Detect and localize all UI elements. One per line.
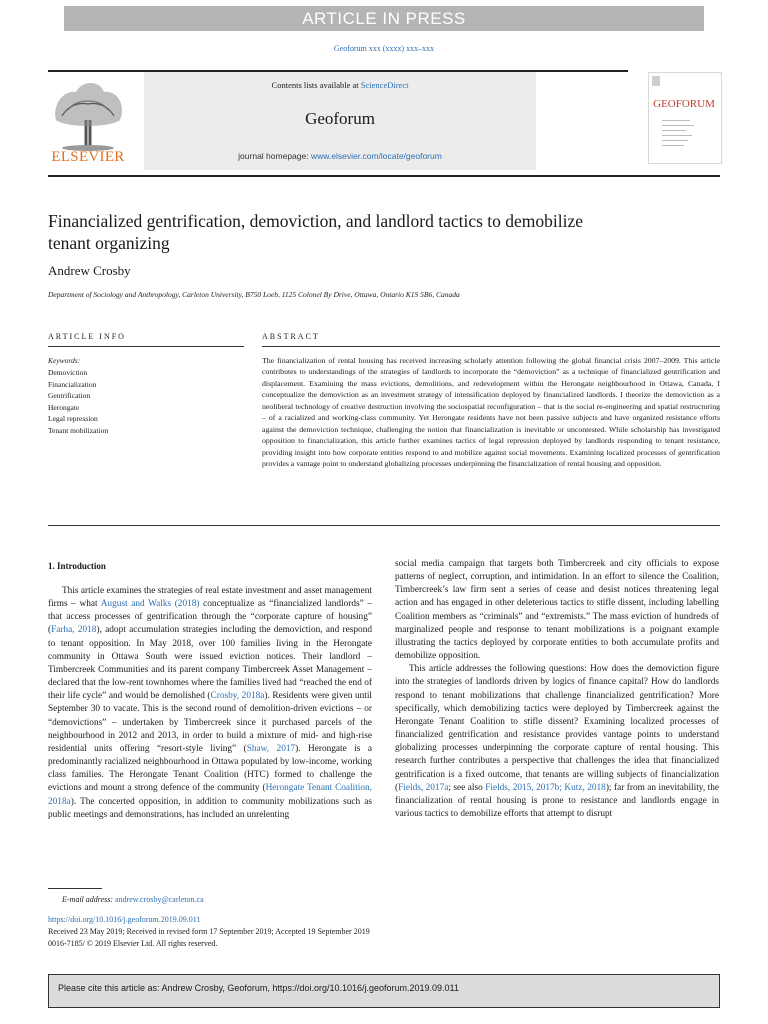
body-text: This article examines the strategies of real estate investment and asset management firms – what bbox=[48, 586, 372, 610]
body-paragraph bbox=[48, 585, 372, 822]
cover-text-line bbox=[662, 120, 690, 121]
citation-link[interactable]: Crosby, 2018a bbox=[210, 691, 265, 702]
sciencedirect-link[interactable]: ScienceDirect bbox=[360, 80, 409, 90]
body-text: ). The concerted opposition, in addition to community mobilizations such as public meetings and demonstrations, has included an unrelenting bbox=[48, 796, 372, 820]
author-email-footnote bbox=[62, 895, 204, 904]
cover-text-line bbox=[662, 135, 692, 136]
section-heading-introduction: 1. Introduction bbox=[48, 561, 106, 571]
keywords-label: Keywords: bbox=[48, 356, 81, 365]
body-column-right bbox=[395, 558, 719, 821]
cover-text-line bbox=[662, 130, 686, 131]
contents-prefix: Contents lists available at bbox=[271, 80, 361, 90]
author-email-link[interactable]: andrew.crosby@carleton.ca bbox=[115, 895, 204, 904]
elsevier-wordmark: ELSEVIER bbox=[51, 149, 125, 165]
keyword-item: Gentrification bbox=[48, 391, 91, 400]
article-title bbox=[48, 210, 688, 254]
author-affiliation: Department of Sociology and Anthropology, Carleton University, B750 Loeb, 1125 Colonel By Drive, Ottawa, Ontario K1S 5B6, Canada bbox=[48, 290, 460, 299]
body-text: ; see also bbox=[448, 782, 486, 793]
article-history-dates: Received 23 May 2019; Received in revised form 17 September 2019; Accepted 19 September 2019 bbox=[48, 927, 370, 936]
keyword-item: Tenant mobilization bbox=[48, 425, 109, 435]
keyword-item: Financialization bbox=[48, 379, 97, 389]
abstract-heading: ABSTRACT bbox=[262, 332, 320, 341]
body-text: This article addresses the following questions: How does the demoviction figure into the strategies of landlords driven by logics of finance capital? How do landlords respond to tenant mobilizations that challenge financialized gentrification? More specifically, which demobilizing tactics were deployed by Timbercreek against the Herongate Tenant Coalition to stifle dissent? Examining localized processes of financialized gentrification and resistance provides vantage points to understand globalizing processes underpinning the corporate capture of rental housing. This research further contributes a perspective that challenges the idea that financialized gentrification is a fixed outcome, that tenants are willing subjects of financialization ( bbox=[395, 664, 719, 793]
body-paragraph: social media campaign that targets both Timbercreek and city officials to expose patterns of neglect, corruption, and intimidation. In an effort to silence the Coalition, Timbercreek’s law firm sent a series of cease and desist notices threatening legal action and has engaged in other deleterious tactics to stifle dissent, including labelling Coalition members as “criminals” and “extremists.” The mass eviction of hundreds of marginalized people and response to tenant mobilizations is a poignant example illustrating the tactics deployed by corporate entities to both accumulate profits and demobilize opposition. bbox=[395, 559, 719, 662]
abstract-text: The financialization of rental housing has received increasing scholarly attention following the global financial crisis 2007–2009. This article contributes to understandings of the strategies of landlords to incorporate the “demoviction” as a technique of financialized gentrification and displacement. Examining the mass evictions, demolitions, and redevelopment within the Herongate neighbourhood in Ottawa, Canada, I conceptualize the demoviction as an investment strategy of intensification deployed by financialized landlords. I theorize the demoviction as a neoliberal technology of creative destruction involving the sociospatial reconfiguration – that is the social re-engineering and spatial restructuring – of a racialized and working-class community. Yet Herongate residents have not been passive subjects and have organized resistance efforts against the demoviction technique, challenging the notion that financialization is inevitable or uncontested. While scholarship has investigated opposition to financialization, this article further examines tactics of legal repression deployed by landlords responding to tenant resistance, providing insight into how corporate entities respond to and mobilize against social movements. Examining localized processes of gentrification provides a vantage point to understand globalizing processes underpinning the financialization of rental housing and opposition. bbox=[262, 356, 720, 469]
citation-link[interactable]: Farha, 2018 bbox=[51, 625, 97, 636]
keyword-item: Legal repression bbox=[48, 414, 98, 423]
citation-link[interactable]: Fields, 2015, 2017b; Kutz, 2018 bbox=[485, 782, 606, 793]
body-text: ), adopt accumulation strategies including the demoviction, and respond to tenant opposition. In May 2018, over 100 families living in the Herongate community in Ottawa South were issued eviction notices. Their landlord – Timbercreek Communities and its parent company Timbercreek Asset Management – declared that the low-rent townhomes where the families lived had “reached the end of their life cycle” and would be demolished ( bbox=[48, 625, 372, 702]
keyword-item: Demoviction bbox=[48, 368, 88, 377]
cover-text-line bbox=[662, 125, 694, 126]
body-text: ). Herongate is a predominantly racialized neighbourhood in Ottawa populated by low-income, working class families. The Herongate Tenant Coalition (HTC) formed to challenge the evictions and mount a strong defence of the community ( bbox=[48, 743, 372, 794]
citation-link[interactable]: Fields, 2017a bbox=[398, 782, 449, 793]
cover-journal-title: GEOFORUM bbox=[653, 98, 715, 110]
masthead-bottom-rule bbox=[48, 175, 720, 177]
cover-emblem-icon bbox=[652, 76, 660, 86]
article-title-line-1: Financialized gentrification, demoviction, and landlord tactics to demobilize bbox=[48, 211, 584, 231]
article-in-press-banner: ARTICLE IN PRESS bbox=[64, 6, 704, 31]
journal-reference-link[interactable]: Geoforum xxx (xxxx) xxx–xxx bbox=[333, 44, 435, 53]
email-label: E-mail address: bbox=[62, 895, 116, 904]
journal-homepage-link[interactable]: www.elsevier.com/locate/geoforum bbox=[310, 151, 442, 161]
journal-title: Geoforum bbox=[305, 109, 375, 128]
body-text: ). Residents were given until September 30 to vacate. This is the second round of demolition-driven evictions – or “demovictions” – undertaken by Timbercreek since it purchased parcels of the neighbourhood in 2012 and 2013, in order to build a mixture of mid- and high-rise residential units offering “resort-style living” ( bbox=[48, 691, 373, 754]
body-text: conceptualize as “financialized landlords” – that access processes of gentrification through the “corporate capture of housing” ( bbox=[48, 599, 372, 636]
author-name: Andrew Crosby bbox=[48, 263, 131, 278]
citation-link[interactable]: Herongate Tenant Coalition, 2018a bbox=[48, 783, 372, 807]
cover-text-line bbox=[662, 145, 684, 146]
article-title-line-2: tenant organizing bbox=[48, 233, 170, 253]
citation-link[interactable]: August and Walks (2018) bbox=[100, 599, 200, 610]
footnote-rule bbox=[48, 888, 102, 889]
body-paragraph bbox=[395, 663, 719, 821]
body-text: ); far from an inevitability, the financialization of rental housing is prone to resistance and landlords engage in various tactics to demobilize efforts that attempt to disrupt bbox=[395, 782, 719, 819]
abstract-rule bbox=[262, 346, 720, 347]
citation-text: Please cite this article as: Andrew Crosby, Geoforum, https://doi.org/10.1016/j.geoforum.2019.09.011 bbox=[58, 983, 459, 993]
cover-text-line bbox=[662, 140, 688, 141]
copyright-notice: 0016-7185/ © 2019 Elsevier Ltd. All rights reserved. bbox=[48, 939, 218, 948]
contents-availability-line bbox=[144, 80, 536, 90]
homepage-prefix: journal homepage: bbox=[238, 151, 311, 161]
article-info-heading: ARTICLE INFO bbox=[48, 332, 126, 341]
abstract-bottom-rule bbox=[48, 525, 720, 526]
keywords-list bbox=[48, 367, 108, 436]
doi-link[interactable]: https://doi.org/10.1016/j.geoforum.2019.09.011 bbox=[48, 915, 201, 924]
citation-link[interactable]: Shaw, 2017 bbox=[246, 743, 296, 754]
keyword-item: Herongate bbox=[48, 402, 80, 412]
article-info-rule bbox=[48, 346, 244, 347]
body-column-left bbox=[48, 585, 372, 822]
journal-homepage-line bbox=[144, 151, 536, 161]
